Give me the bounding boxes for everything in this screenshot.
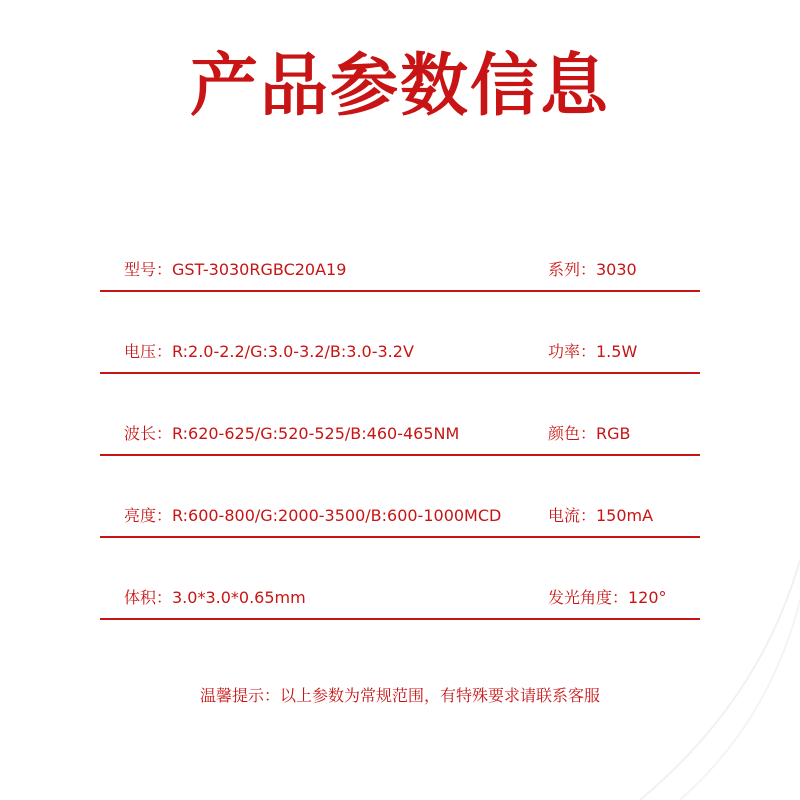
- spec-row-wavelength: [100, 414, 700, 456]
- spec-beam-angle: 发光角度：120°: [548, 588, 667, 607]
- spec-series: 系列：3030: [548, 260, 637, 279]
- spec-row-voltage: [100, 332, 700, 374]
- page-title: 产品参数信息: [189, 47, 610, 126]
- spec-power: 功率：1.5W: [548, 342, 638, 361]
- spec-brightness: 亮度：R:600-800/G:2000-3500/B:600-1000MCD: [124, 506, 502, 525]
- spec-row-brightness: [100, 496, 700, 538]
- spec-row-model: [100, 250, 700, 292]
- spec-size: 体积：3.0*3.0*0.65mm: [124, 588, 306, 607]
- spec-current: 电流：150mA: [548, 506, 654, 525]
- spec-voltage: 电压：R:2.0-2.2/G:3.0-3.2/B:3.0-3.2V: [124, 342, 414, 361]
- spec-model: 型号：GST-3030RGBC20A19: [124, 260, 347, 279]
- spec-color: 颜色：RGB: [548, 424, 631, 443]
- footer-note: 温馨提示：以上参数为常规范围，有特殊要求请联系客服: [199, 686, 600, 705]
- spec-row-size: [100, 578, 700, 620]
- spec-wavelength: 波长：R:620-625/G:520-525/B:460-465NM: [124, 424, 460, 443]
